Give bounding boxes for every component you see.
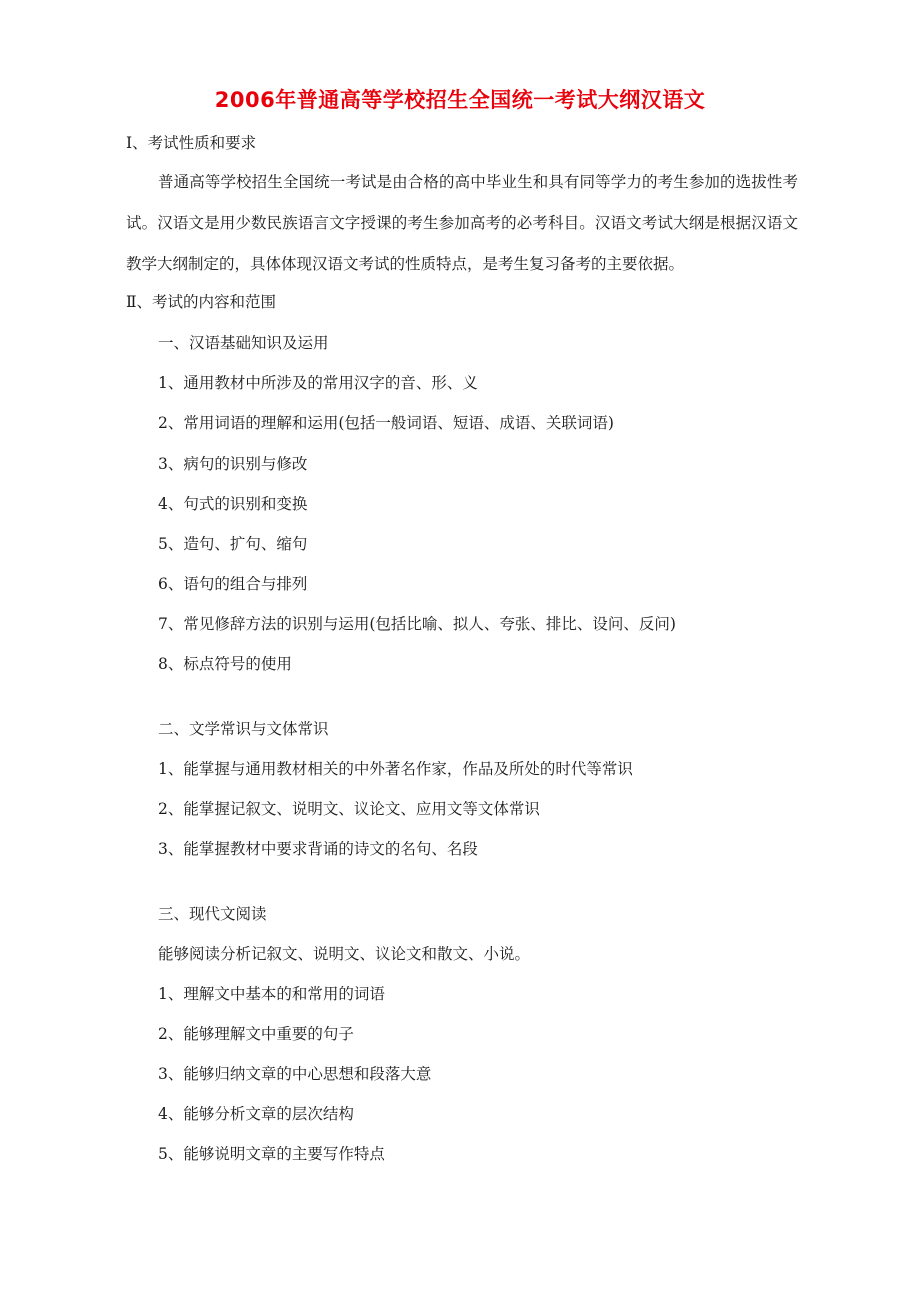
section-2-heading: Ⅱ、考试的内容和范围 — [126, 293, 277, 311]
part-1-item: 8、标点符号的使用 — [158, 655, 292, 673]
part-3-intro: 能够阅读分析记叙文、说明文、议论文和散文、小说。 — [158, 945, 531, 963]
part-3-item: 5、能够说明文章的主要写作特点 — [158, 1145, 385, 1163]
part-3-item: 3、能够归纳文章的中心思想和段落大意 — [158, 1065, 432, 1083]
document-title: 2006年普通高等学校招生全国统一考试大纲汉语文 — [214, 88, 706, 112]
part-3-item: 1、理解文中基本的和常用的词语 — [158, 985, 385, 1003]
part-2-item: 3、能掌握教材中要求背诵的诗文的名句、名段 — [158, 840, 478, 858]
part-1-item: 2、常用词语的理解和运用(包括一般词语、短语、成语、关联词语) — [158, 414, 614, 432]
part-3-item: 2、能够理解文中重要的句子 — [158, 1025, 354, 1043]
part-1-item: 6、语句的组合与排列 — [158, 575, 308, 593]
part-1-item: 7、常见修辞方法的识别与运用(包括比喻、拟人、夸张、排比、设问、反问) — [158, 615, 676, 633]
part-1-item: 1、通用教材中所涉及的常用汉字的音、形、义 — [158, 374, 478, 392]
part-3-item: 4、能够分析文章的层次结构 — [158, 1105, 354, 1123]
part-1-item: 3、病句的识别与修改 — [158, 455, 308, 473]
part-1-item: 5、造句、扩句、缩句 — [158, 535, 308, 553]
section-1-heading: Ⅰ、考试性质和要求 — [126, 134, 257, 152]
part-2-item: 2、能掌握记叙文、说明文、议论文、应用文等文体常识 — [158, 800, 540, 818]
part-3-heading: 三、现代文阅读 — [158, 905, 267, 923]
part-1-item: 4、句式的识别和变换 — [158, 495, 308, 513]
part-1-heading: 一、汉语基础知识及运用 — [158, 334, 329, 352]
part-2-item: 1、能掌握与通用教材相关的中外著名作家，作品及所处的时代等常识 — [158, 760, 633, 778]
part-2-heading: 二、文学常识与文体常识 — [158, 720, 329, 738]
section-1-paragraph: 普通高等学校招生全国统一考试是由合格的高中毕业生和具有同等学力的考生参加的选拔性考试。汉语文是用少数民族语言文字授课的考生参加高考的必考科目。汉语文考试大纲是根据汉语文教学大纲制定的，具体体现汉语文考试的性质特点，是考生复习备考的主要依据。 — [126, 173, 798, 273]
